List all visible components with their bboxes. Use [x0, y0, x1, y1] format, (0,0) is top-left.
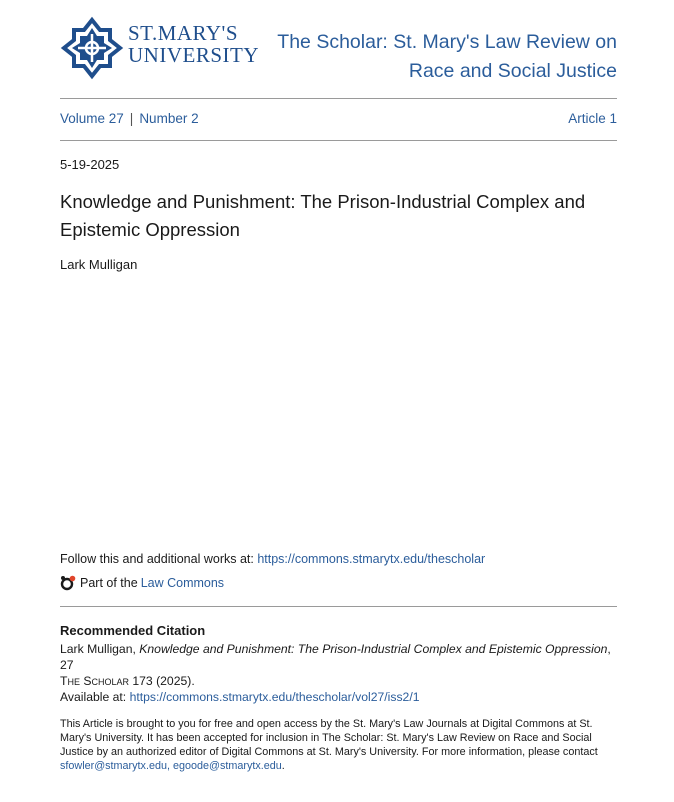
follow-line [60, 552, 485, 566]
header-divider [60, 98, 617, 99]
citation-journal: The Scholar [60, 674, 129, 688]
issue-separator: | [129, 111, 134, 126]
issue-row [60, 111, 617, 126]
citation-text [60, 641, 620, 705]
recommended-citation-heading: Recommended Citation [60, 623, 206, 638]
number-link[interactable]: Number 2 [139, 111, 199, 126]
page-header [60, 14, 617, 86]
issue-divider [60, 140, 617, 141]
volume-link[interactable]: Volume 27 [60, 111, 124, 126]
journal-title-link[interactable]: The Scholar: St. Mary's Law Review on Race and Social Justice [277, 31, 617, 82]
publication-date: 5-19-2025 [60, 157, 120, 172]
access-notice [60, 717, 620, 773]
network-icon [60, 575, 76, 591]
contact-emails-link[interactable]: sfowler@stmarytx.edu, egoode@stmarytx.edu [60, 760, 282, 772]
citation-author: Lark Mulligan, [60, 642, 140, 656]
article-title: Knowledge and Punishment: The Prison-Industrial Complex and Epistemic Oppression [60, 191, 586, 240]
part-of-line [60, 575, 224, 591]
logo-line-1: ST.MARY'S [128, 21, 239, 45]
access-notice-end: . [281, 760, 285, 772]
follow-link[interactable]: https://commons.stmarytx.edu/thescholar [257, 552, 486, 566]
article-author: Lark Mulligan [60, 257, 138, 272]
cross-emblem-icon [60, 16, 124, 80]
access-notice-text: This Article is brought to you for free and open access by the St. Mary's Law Journals at Digital Commons at St. Mary's University. It has been accepted for inclusion in The Scholar: St. Mary's Law Review on Race and Social Justice by an authorized editor of Digital Commons at St. Mary's University. For more information, please contact [60, 718, 598, 758]
citation-divider [60, 606, 617, 607]
citation-volume: , 27 [60, 642, 611, 672]
citation-pages: 173 (2025). [128, 674, 195, 688]
law-commons-link[interactable]: Law Commons [140, 576, 225, 590]
university-logo[interactable] [60, 14, 259, 82]
article-link[interactable]: Article 1 [568, 111, 617, 126]
logo-line-2: UNIVERSITY [128, 43, 259, 67]
follow-label: Follow this and additional works at: [60, 552, 258, 566]
available-link[interactable]: https://commons.stmarytx.edu/thescholar/vol27/iss2/1 [129, 690, 420, 704]
part-of-label: Part of the [80, 576, 138, 590]
available-label: Available at: [60, 690, 130, 704]
citation-title: Knowledge and Punishment: The Prison-Industrial Complex and Epistemic Oppression [139, 642, 608, 656]
